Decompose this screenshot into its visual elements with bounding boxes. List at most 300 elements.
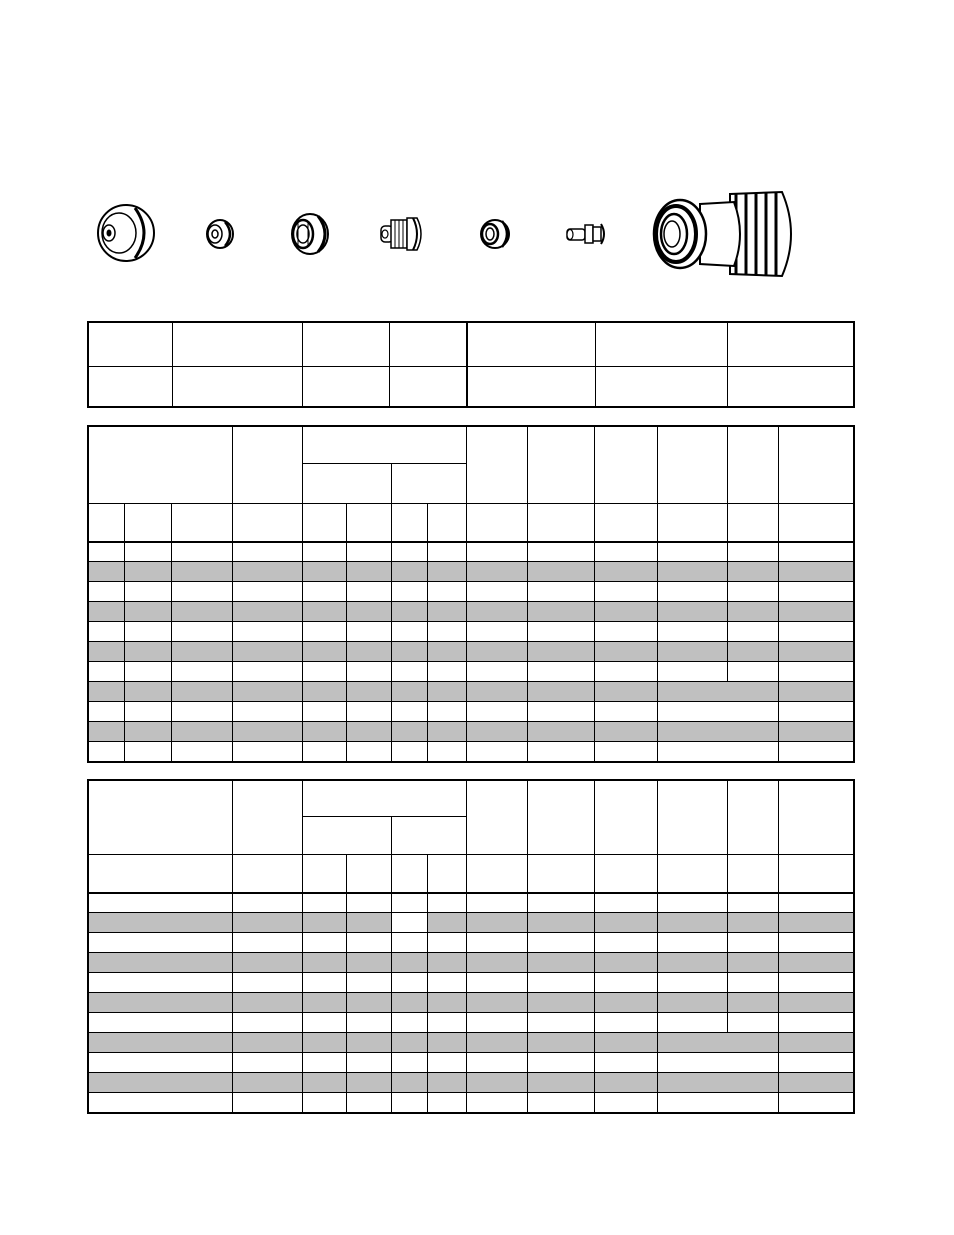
table-cell xyxy=(467,682,528,702)
table-row xyxy=(89,582,854,602)
header-cell xyxy=(779,855,854,893)
table-cell xyxy=(467,662,528,682)
table-cell xyxy=(595,973,658,993)
table-cell xyxy=(172,622,233,642)
table-cell xyxy=(428,1013,467,1033)
table-header-row xyxy=(89,855,854,893)
table-cell xyxy=(528,662,595,682)
table-cell xyxy=(347,642,392,662)
table-cell xyxy=(658,1013,728,1033)
table-cell xyxy=(528,542,595,562)
header-cell xyxy=(467,504,528,542)
table-cell xyxy=(528,722,595,742)
table-cell xyxy=(528,973,595,993)
table-cell xyxy=(467,582,528,602)
table-cell xyxy=(89,742,125,762)
table-row xyxy=(89,367,854,407)
header-cell xyxy=(89,504,125,542)
table-cell xyxy=(347,1093,392,1113)
header-cell xyxy=(303,504,347,542)
table-cell xyxy=(303,367,390,407)
header-cell xyxy=(392,855,428,893)
table-cell xyxy=(467,893,528,913)
table-cell xyxy=(347,1013,392,1033)
table-cell xyxy=(125,582,172,602)
header-cell xyxy=(528,427,595,504)
table-cell xyxy=(779,933,854,953)
table-cell xyxy=(172,642,233,662)
table-cell xyxy=(779,1033,854,1053)
table-row xyxy=(89,323,854,367)
header-cell xyxy=(303,427,467,464)
header-cell xyxy=(658,781,728,855)
header-cell xyxy=(303,817,392,855)
table-cell xyxy=(233,893,303,913)
table-cell xyxy=(173,323,303,367)
table-cell xyxy=(392,1013,428,1033)
table-cell xyxy=(779,1053,854,1073)
table-cell xyxy=(779,973,854,993)
header-cell xyxy=(528,781,595,855)
header-cell xyxy=(89,781,233,855)
table-cell xyxy=(728,622,779,642)
table-cell xyxy=(658,562,728,582)
table-cell xyxy=(392,993,428,1013)
table-cell xyxy=(595,1013,658,1033)
table-cell xyxy=(528,622,595,642)
table-cell xyxy=(233,1013,303,1033)
table-cell xyxy=(89,602,125,622)
table-cell xyxy=(467,1033,528,1053)
table-cell xyxy=(728,893,779,913)
header-cell xyxy=(233,781,303,855)
table-cell xyxy=(528,1013,595,1033)
table-cell xyxy=(392,722,428,742)
table-cell xyxy=(779,662,854,682)
table-cell xyxy=(595,993,658,1013)
table-cell xyxy=(467,953,528,973)
table-cell xyxy=(125,702,172,722)
table-cell xyxy=(303,622,347,642)
table-cell xyxy=(89,323,173,367)
table-cell xyxy=(728,323,854,367)
header-cell xyxy=(595,781,658,855)
table-cell xyxy=(467,622,528,642)
header-cell xyxy=(89,855,233,893)
table-cell xyxy=(89,993,233,1013)
table-cell xyxy=(658,702,779,722)
header-cell xyxy=(392,464,467,504)
table-cell xyxy=(89,682,125,702)
table-cell xyxy=(392,682,428,702)
table-cell xyxy=(347,542,392,562)
shield-part-icon xyxy=(95,202,157,264)
table-cell xyxy=(303,993,347,1013)
table-cell xyxy=(172,722,233,742)
table-cell xyxy=(347,1033,392,1053)
table-cell xyxy=(303,742,347,762)
table-cell xyxy=(595,702,658,722)
table-cell xyxy=(89,1053,233,1073)
table-cell xyxy=(428,1093,467,1113)
table-cell xyxy=(467,1093,528,1113)
table-cell xyxy=(596,323,728,367)
table-cell xyxy=(125,562,172,582)
table-cell xyxy=(233,582,303,602)
table-cell xyxy=(303,953,347,973)
header-cell xyxy=(125,504,172,542)
header-cell xyxy=(658,504,728,542)
table-cell xyxy=(303,562,347,582)
table-cell xyxy=(595,542,658,562)
table-cell xyxy=(528,1033,595,1053)
table-cell xyxy=(89,913,233,933)
table-cell xyxy=(428,993,467,1013)
table-cell xyxy=(595,622,658,642)
header-cell xyxy=(233,427,303,504)
table-cell xyxy=(595,933,658,953)
shield-cap-part-icon xyxy=(288,212,330,256)
table-cell xyxy=(89,953,233,973)
swirl-ring-part-icon xyxy=(478,218,512,250)
table-cell xyxy=(392,953,428,973)
table-cell xyxy=(728,562,779,582)
table-cell xyxy=(125,642,172,662)
table-cell xyxy=(528,933,595,953)
table-cell xyxy=(303,1033,347,1053)
header-cell xyxy=(595,855,658,893)
table-cell xyxy=(392,582,428,602)
table-row xyxy=(89,1053,854,1073)
table-cell xyxy=(779,682,854,702)
table-cell xyxy=(392,913,428,933)
table-cell xyxy=(233,993,303,1013)
table-cell xyxy=(528,742,595,762)
table-cell xyxy=(467,933,528,953)
table-row xyxy=(89,973,854,993)
table-cell xyxy=(595,1073,658,1093)
header-cell xyxy=(728,504,779,542)
table-header-row xyxy=(89,504,854,542)
header-cell xyxy=(347,504,392,542)
table-cell xyxy=(779,993,854,1013)
table-header-row xyxy=(89,427,854,464)
header-cell xyxy=(658,855,728,893)
table-cell xyxy=(595,662,658,682)
table-cell xyxy=(347,893,392,913)
table-cell xyxy=(392,1033,428,1053)
header-cell xyxy=(528,504,595,542)
table-cell xyxy=(233,973,303,993)
table-cell xyxy=(528,602,595,622)
table-cell xyxy=(233,662,303,682)
table-cell xyxy=(728,953,779,973)
table-cell xyxy=(428,1033,467,1053)
table-cell xyxy=(658,893,728,913)
table-cell xyxy=(428,562,467,582)
table-cell xyxy=(467,742,528,762)
table-cell xyxy=(467,1013,528,1033)
table-cell xyxy=(779,1013,854,1033)
table-row xyxy=(89,953,854,973)
table-row xyxy=(89,702,854,722)
table-cell xyxy=(390,323,467,367)
table-row xyxy=(89,1013,854,1033)
header-cell xyxy=(428,504,467,542)
table-row xyxy=(89,1033,854,1053)
table-cell xyxy=(303,933,347,953)
table-cell xyxy=(528,642,595,662)
table-cell xyxy=(125,542,172,562)
table-cell xyxy=(303,1013,347,1033)
header-cell xyxy=(89,427,233,504)
header-cell xyxy=(779,427,854,504)
table-cell xyxy=(233,602,303,622)
table-cell xyxy=(390,367,467,407)
table-cell xyxy=(467,1053,528,1073)
table-row xyxy=(89,642,854,662)
table-cell xyxy=(658,622,728,642)
table-cell xyxy=(347,742,392,762)
table-cell xyxy=(303,682,347,702)
table-cell xyxy=(528,1093,595,1113)
table-cell xyxy=(347,622,392,642)
table-cell xyxy=(172,742,233,762)
table-cell xyxy=(595,893,658,913)
table-cell xyxy=(125,682,172,702)
table-cell xyxy=(467,367,596,407)
table-cell xyxy=(303,582,347,602)
table-row xyxy=(89,893,854,913)
header-cell xyxy=(303,781,467,817)
retaining-cap-part-icon xyxy=(203,218,235,250)
table-row xyxy=(89,933,854,953)
cut-chart-table-1 xyxy=(88,426,854,762)
table-cell xyxy=(595,1053,658,1073)
table-cell xyxy=(89,1073,233,1093)
table-cell xyxy=(392,662,428,682)
table-cell xyxy=(528,682,595,702)
table-cell xyxy=(595,562,658,582)
header-cell xyxy=(595,427,658,504)
table-cell xyxy=(89,622,125,642)
table-row xyxy=(89,993,854,1013)
table-cell xyxy=(658,722,779,742)
table-cell xyxy=(658,973,728,993)
table-cell xyxy=(89,542,125,562)
table-row xyxy=(89,722,854,742)
table-cell xyxy=(528,913,595,933)
consumables-table xyxy=(88,322,854,407)
table-cell xyxy=(233,642,303,662)
table-cell xyxy=(595,602,658,622)
table-cell xyxy=(428,913,467,933)
table-cell xyxy=(658,542,728,562)
table-cell xyxy=(392,562,428,582)
table-cell xyxy=(428,1073,467,1093)
table-cell xyxy=(779,1073,854,1093)
table-cell xyxy=(303,702,347,722)
table-cell xyxy=(779,582,854,602)
table-cell xyxy=(303,913,347,933)
table-body xyxy=(89,542,854,762)
header-cell xyxy=(392,504,428,542)
table-cell xyxy=(89,582,125,602)
table-cell xyxy=(347,602,392,622)
table-cell xyxy=(125,662,172,682)
table-cell xyxy=(392,642,428,662)
table-cell xyxy=(467,913,528,933)
table-cell xyxy=(467,323,596,367)
table-cell xyxy=(89,1033,233,1053)
table-cell xyxy=(658,582,728,602)
torch-body-part-icon xyxy=(650,188,800,280)
header-cell xyxy=(303,464,392,504)
table-cell xyxy=(728,1013,779,1033)
table-cell xyxy=(347,993,392,1013)
table-cell xyxy=(303,1093,347,1113)
table-cell xyxy=(428,953,467,973)
table-cell xyxy=(233,622,303,642)
table-cell xyxy=(467,993,528,1013)
table-cell xyxy=(303,602,347,622)
table-cell xyxy=(467,542,528,562)
table-row xyxy=(89,682,854,702)
table-cell xyxy=(89,662,125,682)
table-cell xyxy=(428,602,467,622)
table-cell xyxy=(728,542,779,562)
table-cell xyxy=(428,973,467,993)
table-cell xyxy=(428,542,467,562)
table-cell xyxy=(233,1093,303,1113)
table-cell xyxy=(728,913,779,933)
table-cell xyxy=(467,602,528,622)
table-cell xyxy=(428,1053,467,1073)
table-cell xyxy=(233,562,303,582)
header-cell xyxy=(779,781,854,855)
table-cell xyxy=(728,582,779,602)
table-cell xyxy=(779,913,854,933)
table-row xyxy=(89,602,854,622)
table-cell xyxy=(173,367,303,407)
table-cell xyxy=(658,913,728,933)
table-cell xyxy=(528,893,595,913)
header-cell xyxy=(233,504,303,542)
table-cell xyxy=(125,602,172,622)
table-cell xyxy=(392,973,428,993)
table-cell xyxy=(779,542,854,562)
table-cell xyxy=(428,622,467,642)
table-cell xyxy=(89,973,233,993)
table-cell xyxy=(392,602,428,622)
table-cell xyxy=(595,722,658,742)
table-cell xyxy=(233,1073,303,1093)
table-body xyxy=(89,893,854,1113)
table-cell xyxy=(728,642,779,662)
table-cell xyxy=(779,722,854,742)
table-cell xyxy=(233,933,303,953)
table-cell xyxy=(233,722,303,742)
header-cell xyxy=(728,781,779,855)
table-cell xyxy=(347,702,392,722)
table-cell xyxy=(728,973,779,993)
table-cell xyxy=(658,662,728,682)
table-cell xyxy=(528,1073,595,1093)
table-cell xyxy=(347,662,392,682)
table-cell xyxy=(658,933,728,953)
table-cell xyxy=(392,622,428,642)
table-cell xyxy=(595,742,658,762)
table-cell xyxy=(467,642,528,662)
table-cell xyxy=(303,323,390,367)
header-cell xyxy=(467,427,528,504)
table-row xyxy=(89,622,854,642)
table-cell xyxy=(728,933,779,953)
header-cell xyxy=(528,855,595,893)
table-cell xyxy=(428,642,467,662)
table-cell xyxy=(728,993,779,1013)
table-cell xyxy=(89,642,125,662)
table-row xyxy=(89,662,854,682)
table-cell xyxy=(303,642,347,662)
table-row xyxy=(89,1073,854,1093)
table-cell xyxy=(233,702,303,722)
table-cell xyxy=(89,893,233,913)
header-cell xyxy=(779,504,854,542)
header-cell xyxy=(728,427,779,504)
electrode-part-icon xyxy=(563,220,609,248)
table-cell xyxy=(303,973,347,993)
table-cell xyxy=(303,1053,347,1073)
table-cell xyxy=(392,1093,428,1113)
table-cell xyxy=(347,562,392,582)
table-cell xyxy=(779,642,854,662)
table-cell xyxy=(347,973,392,993)
table-cell xyxy=(233,1033,303,1053)
table-row xyxy=(89,742,854,762)
table-cell xyxy=(658,742,779,762)
table-cell xyxy=(728,367,854,407)
table-cell xyxy=(89,1093,233,1113)
table-cell xyxy=(528,582,595,602)
table-cell xyxy=(779,742,854,762)
table-cell xyxy=(595,913,658,933)
table-cell xyxy=(658,602,728,622)
header-cell xyxy=(233,855,303,893)
table-cell xyxy=(347,913,392,933)
table-cell xyxy=(428,702,467,722)
table-cell xyxy=(347,1053,392,1073)
table-row xyxy=(89,1093,854,1113)
table-cell xyxy=(172,702,233,722)
table-cell xyxy=(467,973,528,993)
table-cell xyxy=(347,582,392,602)
nozzle-part-icon xyxy=(377,214,425,254)
table-cell xyxy=(728,602,779,622)
table-cell xyxy=(233,953,303,973)
table-cell xyxy=(428,933,467,953)
table-cell xyxy=(658,953,728,973)
table-cell xyxy=(658,1093,779,1113)
table-cell xyxy=(125,742,172,762)
table-cell xyxy=(89,933,233,953)
table-cell xyxy=(89,722,125,742)
header-cell xyxy=(467,781,528,855)
table-cell xyxy=(303,1073,347,1093)
table-row xyxy=(89,913,854,933)
table-cell xyxy=(303,662,347,682)
table-cell xyxy=(347,953,392,973)
